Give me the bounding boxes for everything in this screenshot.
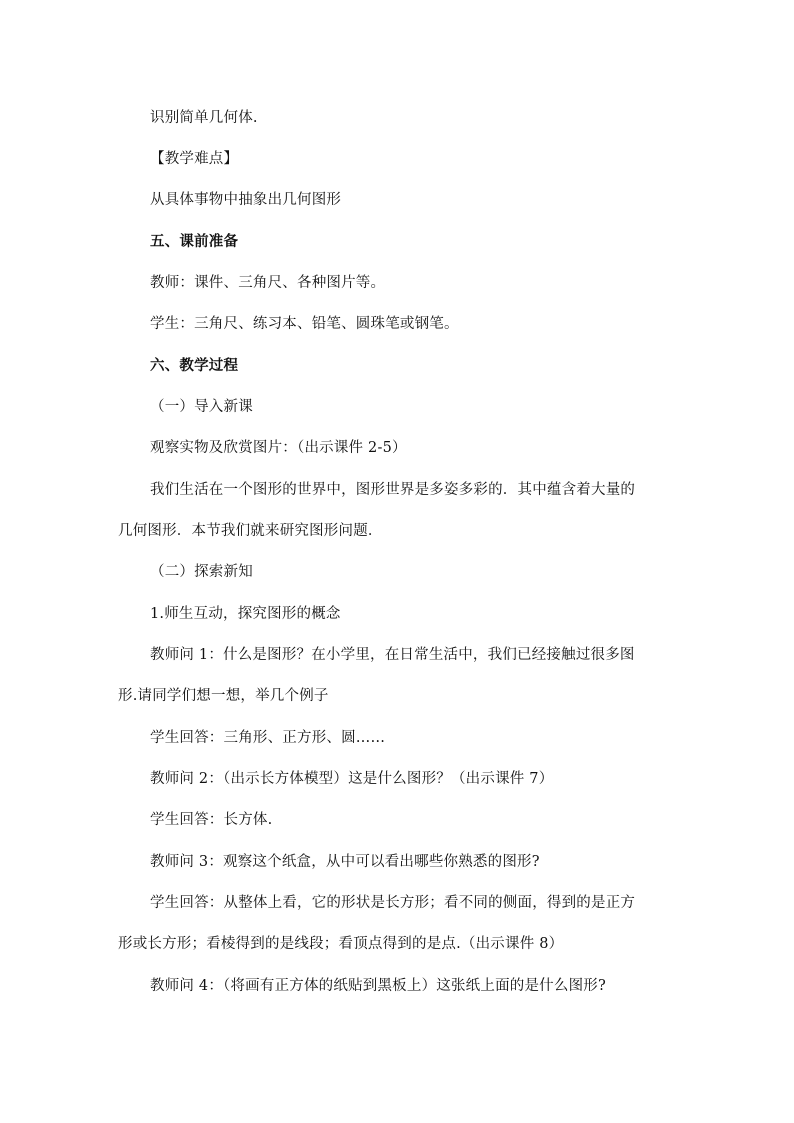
text-line: 学生：三角尺、练习本、铅笔、圆珠笔或钢笔。 — [150, 316, 459, 332]
text-line: 几何图形．本节我们就来研究图形问题． — [118, 523, 383, 539]
section-heading-teaching-difficulty: 【教学难点】 — [150, 151, 239, 167]
text-line: 教师问 1：什么是图形？在小学里，在日常生活中，我们已经接触过很多图 — [150, 647, 635, 663]
text-line: 教师问 2：（出示长方体模型）这是什么图形？（出示课件 7） — [150, 771, 554, 787]
text-line: 从具体事物中抽象出几何图形 — [150, 192, 342, 208]
text-line: 观察实物及欣赏图片：（出示课件 2-5） — [150, 440, 407, 456]
text-line: 形或长方形；看棱得到的是线段；看顶点得到的是点.（出示课件 8） — [118, 936, 564, 952]
text-line: 形.请同学们想一想，举几个例子 — [118, 688, 329, 704]
subsection-heading-explore: （二）探索新知 — [150, 564, 253, 580]
text-line: 我们生活在一个图形的世界中，图形世界是多姿多彩的．其中蕴含着大量的 — [150, 482, 636, 498]
section-heading-teaching-process: 六、教学过程 — [150, 357, 239, 374]
subsection-heading-intro: （一）导入新课 — [150, 399, 253, 415]
text-line: 教师问 4：（将画有正方体的纸贴到黑板上）这张纸上面的是什么图形? — [150, 978, 606, 994]
text-line: 学生回答：三角形、正方形、圆…… — [150, 730, 386, 746]
text-line: 1.师生互动，探究图形的概念 — [150, 606, 341, 622]
text-line: 学生回答：长方体. — [150, 812, 273, 828]
text-line: 识别简单几何体. — [150, 110, 258, 126]
text-line: 教师问 3：观察这个纸盒，从中可以看出哪些你熟悉的图形? — [150, 854, 540, 870]
text-line: 学生回答：从整体上看，它的形状是长方形；看不同的侧面，得到的是正方 — [150, 895, 636, 911]
text-line: 教师：课件、三角尺、各种图片等。 — [150, 275, 386, 291]
section-heading-preparation: 五、课前准备 — [150, 233, 239, 250]
